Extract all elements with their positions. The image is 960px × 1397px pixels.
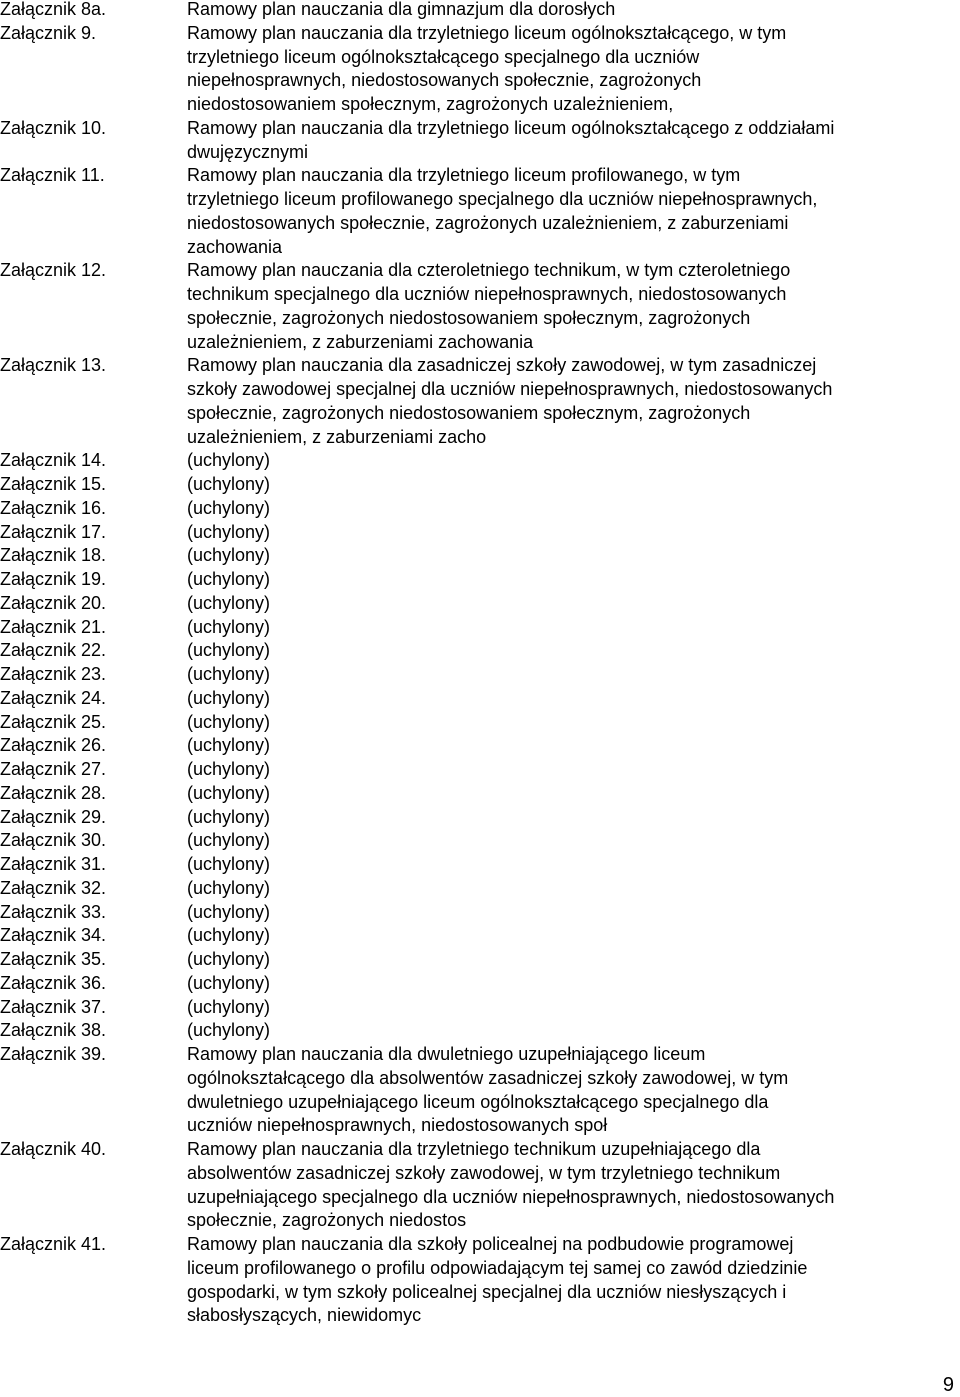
attachment-label: Załącznik 38. [0,1020,107,1041]
attachment-label: Załącznik 40. [0,1139,107,1159]
attachment-entry [0,758,960,782]
description-line: (uchylony) [187,925,271,946]
attachment-label: Załącznik 8a. [0,0,107,19]
attachment-label: Załącznik 41. [0,1234,107,1254]
attachment-entry [0,1138,960,1233]
attachment-entry [0,592,960,616]
attachment-entry [0,449,960,473]
attachment-entry [0,663,960,687]
attachment-description [187,354,957,449]
attachment-label: Załącznik 30. [0,830,107,851]
description-line: (uchylony) [187,830,271,851]
attachment-label: Załącznik 21. [0,616,107,637]
attachment-description [187,0,957,22]
description-line: uzależnieniem, z zaburzeniami zacho [187,426,487,447]
attachment-description [187,592,957,616]
description-line: Ramowy plan nauczania dla szkoły policealnej na podbudowie programowej [187,1234,794,1254]
description-line: (uchylony) [187,759,271,779]
attachment-entry [0,782,960,806]
attachment-label: Załącznik 24. [0,687,107,708]
attachment-description [187,1233,957,1328]
attachment-entry [0,521,960,545]
description-line: społecznie, zagrożonych niedostos [187,1210,467,1231]
attachment-description [187,497,957,521]
description-line: zachowania [187,236,283,257]
attachment-entry [0,164,960,259]
attachment-label: Załącznik 19. [0,569,107,589]
description-line: dwuletniego uzupełniającego liceum ogólnokształcącego specjalnego dla [187,1091,769,1112]
description-line: (uchylony) [187,545,271,566]
attachment-description [187,663,957,687]
attachment-label: Załącznik 34. [0,925,107,946]
attachment-entry [0,711,960,735]
attachment-entry [0,734,960,758]
attachment-entry [0,354,960,449]
description-line: (uchylony) [187,782,271,803]
description-line: (uchylony) [187,521,271,542]
attachment-label: Załącznik 9. [0,22,97,43]
description-line: trzyletniego liceum ogólnokształcącego specjalnego dla uczniów [187,46,700,67]
attachment-description [187,877,957,901]
description-line: (uchylony) [187,497,271,518]
description-line: (uchylony) [187,949,271,969]
attachment-label: Załącznik 11. [0,165,105,186]
attachment-description [187,782,957,806]
attachment-entry [0,497,960,521]
description-line: (uchylony) [187,1020,271,1041]
attachment-description [187,22,957,117]
attachment-label: Załącznik 28. [0,782,107,803]
attachment-entry [0,806,960,830]
attachment-description [187,117,957,165]
description-line: dwujęzycznymi [187,141,309,162]
attachment-label: Załącznik 13. [0,355,107,376]
attachment-label: Załącznik 18. [0,545,107,566]
attachment-label: Załącznik 32. [0,877,107,898]
attachment-entry [0,1019,960,1043]
attachment-description [187,568,957,592]
description-line: (uchylony) [187,687,271,708]
description-line: społecznie, zagrożonych niedostosowaniem społecznym, zagrożonych [187,307,751,328]
attachment-entry [0,948,960,972]
attachment-description [187,996,957,1020]
attachment-label: Załącznik 17. [0,521,107,542]
description-line: Ramowy plan nauczania dla trzyletniego technikum uzupełniającego dla [187,1139,761,1159]
attachment-description [187,734,957,758]
description-line: Ramowy plan nauczania dla gimnazjum dla dorosłych [187,0,616,19]
description-line: szkoły zawodowej specjalnej dla uczniów niepełnosprawnych, niedostosowanych [187,379,833,399]
attachment-entry [0,901,960,925]
attachment-description [187,829,957,853]
attachment-entry [0,1043,960,1138]
attachment-description [187,687,957,711]
attachment-description [187,711,957,735]
attachment-label: Załącznik 23. [0,664,107,684]
description-line: (uchylony) [187,450,271,471]
description-line: niedostosowanych społecznie, zagrożonych uzależnieniem, z zaburzeniami [187,212,789,233]
description-line: ogólnokształcącego dla absolwentów zasadniczej szkoły zawodowej, w tym [187,1067,789,1088]
page-number: 9 [942,1374,954,1396]
attachment-description [187,924,957,948]
description-line: liceum profilowanego o profilu odpowiadającym tej samej co zawód dziedzinie [187,1257,808,1278]
attachment-label: Załącznik 31. [0,854,107,874]
attachment-label: Załącznik 29. [0,806,107,827]
description-line: technikum specjalnego dla uczniów niepełnosprawnych, niedostosowanych [187,284,787,304]
description-line: Ramowy plan nauczania dla trzyletniego liceum ogólnokształcącego z oddziałami [187,117,835,138]
attachment-entry [0,259,960,354]
attachment-label: Załącznik 20. [0,592,107,613]
attachment-entry [0,616,960,640]
attachment-description [187,1043,957,1138]
attachment-label: Załącznik 36. [0,972,107,993]
attachment-entry [0,687,960,711]
attachment-label: Załącznik 16. [0,497,107,518]
description-line: (uchylony) [187,592,271,613]
attachment-description [187,806,957,830]
attachment-description [187,449,957,473]
attachment-label: Załącznik 35. [0,949,107,969]
description-line: niedostosowaniem społecznym, zagrożonych uzależnieniem, [187,94,674,114]
attachment-entry [0,0,960,22]
attachment-label: Załącznik 39. [0,1044,107,1064]
description-line: (uchylony) [187,640,271,661]
description-line: (uchylony) [187,806,271,827]
description-line: Ramowy plan nauczania dla trzyletniego liceum ogólnokształcącego, w tym [187,22,787,43]
attachment-entry [0,568,960,592]
attachment-description [187,758,957,782]
description-line: uczniów niepełnosprawnych, niedostosowanych społ [187,1115,608,1136]
description-line: (uchylony) [187,664,271,684]
attachment-description [187,1019,957,1043]
attachment-entry [0,473,960,497]
description-line: uzależnieniem, z zaburzeniami zachowania [187,331,534,352]
attachment-entry [0,117,960,165]
attachment-description [187,972,957,996]
description-line: (uchylony) [187,972,271,993]
attachment-entry [0,829,960,853]
attachment-description [187,1138,957,1233]
attachment-description [187,901,957,925]
attachment-label: Załącznik 15. [0,474,107,494]
attachment-description [187,948,957,972]
description-line: Ramowy plan nauczania dla trzyletniego liceum profilowanego, w tym [187,165,741,186]
description-line: Ramowy plan nauczania dla zasadniczej szkoły zawodowej, w tym zasadniczej [187,355,817,376]
description-line: absolwentów zasadniczej szkoły zawodowej, w tym trzyletniego technikum [187,1162,781,1183]
description-line: (uchylony) [187,711,271,732]
attachment-description [187,521,957,545]
attachment-label: Załącznik 10. [0,117,107,138]
attachment-entry [0,853,960,877]
attachment-entry [0,924,960,948]
attachment-description [187,853,957,877]
description-line: uzupełniającego specjalnego dla uczniów niepełnosprawnych, niedostosowanych [187,1186,835,1207]
description-line: (uchylony) [187,735,271,756]
description-line: (uchylony) [187,474,271,494]
attachment-description [187,639,957,663]
description-line: (uchylony) [187,901,271,922]
description-line: (uchylony) [187,877,271,898]
description-line: (uchylony) [187,854,271,874]
attachment-description [187,259,957,354]
attachment-entry [0,639,960,663]
description-line: (uchylony) [187,569,271,589]
attachment-label: Załącznik 37. [0,996,107,1017]
attachment-label: Załącznik 27. [0,759,107,779]
description-line: Ramowy plan nauczania dla czteroletniego technikum, w tym czteroletniego [187,260,791,281]
attachment-label: Załącznik 33. [0,901,107,922]
description-line: niepełnosprawnych, niedostosowanych społecznie, zagrożonych [187,70,702,91]
attachment-entry [0,1233,960,1328]
description-line: Ramowy plan nauczania dla dwuletniego uzupełniającego liceum [187,1044,706,1064]
attachment-entry [0,544,960,568]
description-line: gospodarki, w tym szkoły policealnej specjalnej dla uczniów niesłyszących i [187,1281,787,1302]
attachment-entry [0,972,960,996]
attachment-entry [0,877,960,901]
description-line: trzyletniego liceum profilowanego specjalnego dla uczniów niepełnosprawnych, [187,189,818,209]
attachment-label: Załącznik 12. [0,260,107,281]
attachment-description [187,164,957,259]
attachment-label: Załącznik 14. [0,450,107,471]
description-line: słabosłyszących, niewidomyc [187,1305,422,1326]
description-line: (uchylony) [187,996,271,1017]
description-line: społecznie, zagrożonych niedostosowaniem społecznym, zagrożonych [187,402,751,423]
attachment-label: Załącznik 22. [0,640,107,661]
attachment-entry [0,22,960,117]
description-line: (uchylony) [187,616,271,637]
attachment-description [187,473,957,497]
attachment-description [187,544,957,568]
attachment-entry [0,996,960,1020]
attachment-label: Załącznik 26. [0,735,107,756]
attachment-label: Załącznik 25. [0,711,107,732]
attachment-description [187,616,957,640]
